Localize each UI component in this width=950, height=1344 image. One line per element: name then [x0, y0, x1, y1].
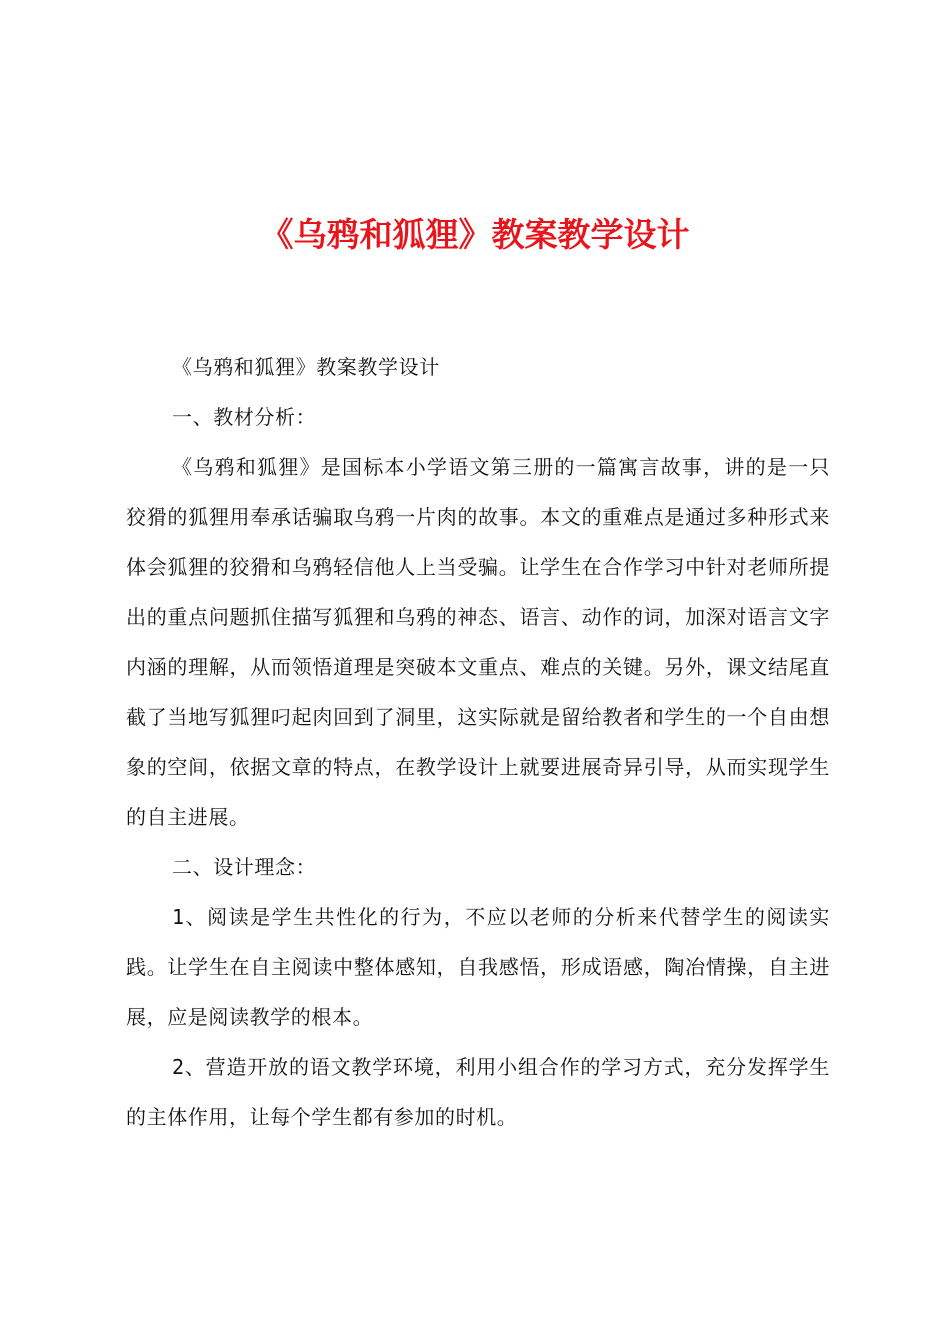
subtitle-paragraph: 《乌鸦和狐狸》教案教学设计	[172, 355, 440, 379]
document-title: 《乌鸦和狐狸》教案教学设计	[260, 215, 690, 254]
section-heading-textbook-analysis: 一、教材分析：	[172, 405, 317, 429]
section-heading-design-concept: 二、设计理念：	[172, 855, 317, 879]
design-concept-item-2: 2、营造开放的语文教学环境，利用小组合作的学习方式，充分发挥学生的主体作用，让每个学生都有参加的时机。	[126, 1055, 830, 1129]
textbook-analysis-paragraph: 《乌鸦和狐狸》是国标本小学语文第三册的一篇寓言故事，讲的是一只狡猾的狐狸用奉承话骗取乌鸦一片肉的故事。本文的重难点是通过多种形式来体会狐狸的狡猾和乌鸦轻信他人上当受骗。让学生在合作学习中针对老师所提出的重点问题抓住描写狐狸和乌鸦的神态、语言、动作的词，加深对语言文字内涵的理解，从而领悟道理是突破本文重点、难点的关键。另外，课文结尾直截了当地写狐狸叼起肉回到了洞里，这实际就是留给教者和学生的一个自由想象的空间，依据文章的特点，在教学设计上就要进展奇异引导，从而实现学生的自主进展。	[126, 455, 830, 829]
document-body	[126, 342, 830, 1142]
design-concept-item-1: 1、阅读是学生共性化的行为，不应以老师的分析来代替学生的阅读实践。让学生在自主阅读中整体感知，自我感悟，形成语感，陶冶情操，自主进展，应是阅读教学的根本。	[126, 905, 830, 1029]
